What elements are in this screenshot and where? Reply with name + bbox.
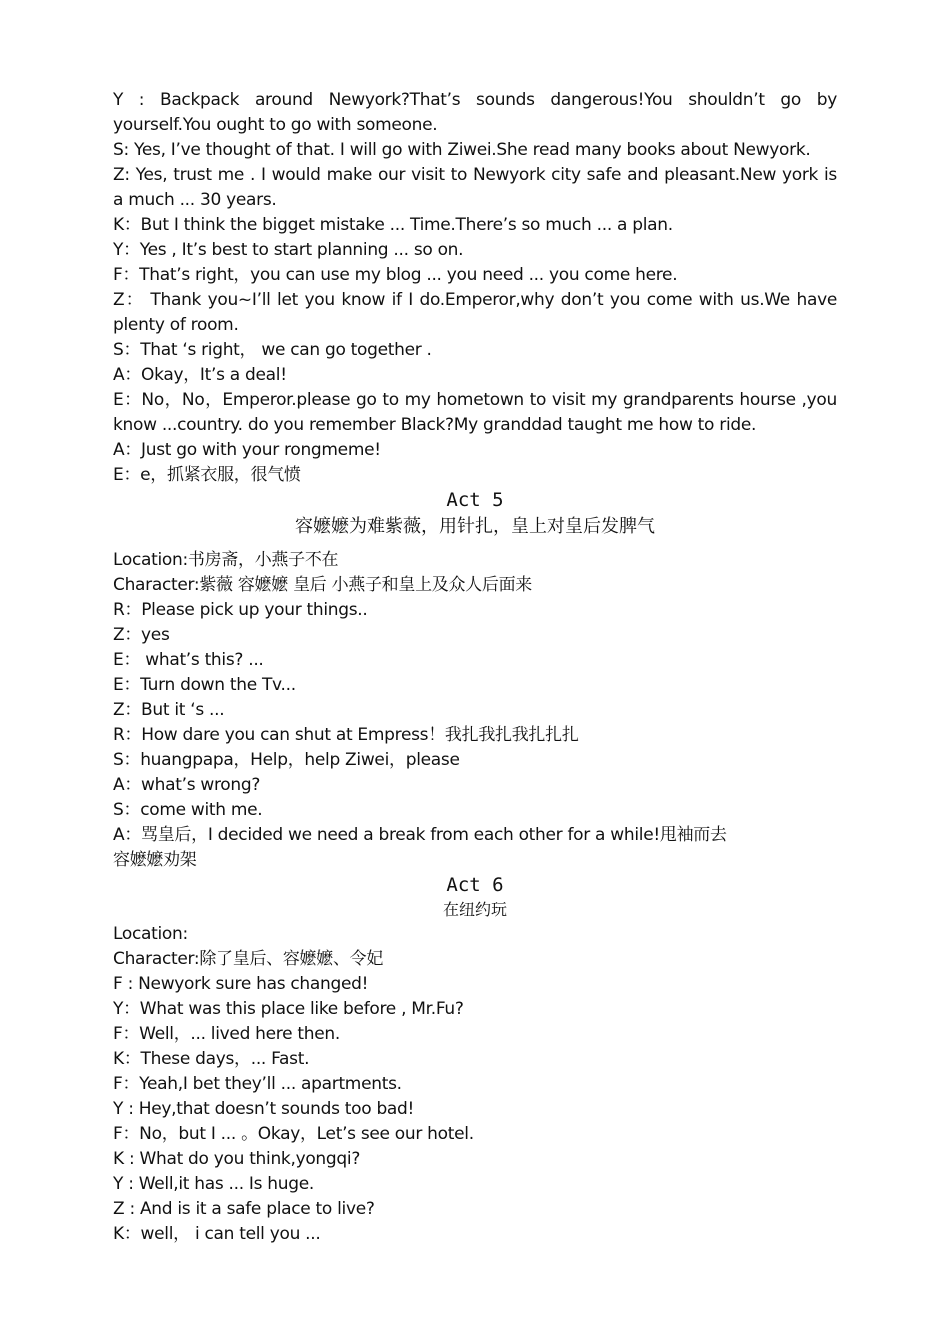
dialogue-line: S：huangpapa，Help，help Ziwei，please: [113, 750, 460, 770]
dialogue-line: F：Well，... lived here then.: [113, 1024, 340, 1044]
dialogue-line: E： what’s this? ...: [113, 650, 264, 670]
act5-section: [113, 488, 837, 873]
dialogue-line: Z：yes: [113, 625, 170, 645]
dialogue-line: K：well， i can tell you ...: [113, 1224, 321, 1244]
dialogue-line: K：But I think the bigget mistake ... Time.There’s so much ... a plan.: [113, 215, 673, 235]
dialogue-line: Z： Thank you~I’ll let you know if I do.Emperor,why don’t you come with us.We have plenty of room.: [113, 290, 837, 335]
dialogue-line: Character:紫薇 容嬷嬷 皇后 小燕子和皇上及众人后面来: [113, 575, 532, 595]
dialogue-line: E：Turn down the Tv...: [113, 675, 296, 695]
dialogue-line: A：Okay，It’s a deal!: [113, 365, 287, 385]
dialogue-line: A：骂皇后，I decided we need a break from each other for a while!甩袖而去: [113, 825, 727, 845]
act5-subtitle: 容嬷嬷为难紫薇，用针扎，皇上对皇后发脾气: [295, 516, 655, 537]
act6-section: [113, 873, 837, 1247]
dialogue-line: F：Yeah,I bet they’ll ... apartments.: [113, 1074, 402, 1094]
act5-title: Act 5: [446, 489, 504, 511]
dialogue-line: F : Newyork sure has changed!: [113, 974, 369, 994]
dialogue-line: Location:书房斋，小燕子不在: [113, 550, 339, 570]
dialogue-line: Y : Hey,that doesn’t sounds too bad!: [113, 1099, 415, 1119]
dialogue-line: Z：But it ‘s ...: [113, 700, 225, 720]
dialogue-line: 容嬷嬷劝架: [113, 850, 197, 870]
dialogue-line: Y : Well,it has ... Is huge.: [113, 1174, 314, 1194]
dialogue-line: A：Just go with your rongmeme!: [113, 440, 381, 460]
act6-title: Act 6: [446, 874, 504, 896]
dialogue-line: Y：Yes , It’s best to start planning ... so on.: [113, 240, 464, 260]
document-page: [113, 88, 837, 1247]
dialogue-line: S：come with me.: [113, 800, 263, 820]
dialogue-line: Y：What was this place like before , Mr.Fu?: [113, 999, 464, 1019]
dialogue-line: Y : Backpack around Newyork?That’s sounds dangerous!You shouldn’t go by yourself.You ought to go with someone.: [113, 90, 837, 135]
dialogue-line: A：what’s wrong?: [113, 775, 261, 795]
dialogue-line: Location:: [113, 924, 188, 944]
dialogue-line: F：No，but I ... 。Okay，Let’s see our hotel.: [113, 1124, 474, 1144]
dialogue-line: Character:除了皇后、容嬷嬷、令妃: [113, 949, 384, 969]
dialogue-line: Z : And is it a safe place to live?: [113, 1199, 375, 1219]
dialogue-line: S：That ‘s right， we can go together .: [113, 340, 432, 360]
dialogue-line: R：Please pick up your things..: [113, 600, 368, 620]
dialogue-line: Z: Yes, trust me . I would make our visit to Newyork city safe and pleasant.New york is a much ... 30 years.: [113, 165, 837, 210]
dialogue-line: R：How dare you can shut at Empress！我扎我扎我扎扎扎: [113, 725, 579, 745]
dialogue-line: K：These days，... Fast.: [113, 1049, 310, 1069]
dialogue-line: K : What do you think,yongqi?: [113, 1149, 361, 1169]
act6-subtitle: 在纽约玩: [442, 900, 507, 919]
dialogue-line: E：e，抓紧衣服，很气愤: [113, 465, 301, 485]
dialogue-line: F：That’s right，you can use my blog ... you need ... you come here.: [113, 265, 678, 285]
dialogue-line: E：No，No，Emperor.please go to my hometown to visit my grandparents hourse ,you know ...country. do you remember Black?My granddad taught me how to ride.: [113, 390, 837, 435]
act4-dialogue: [113, 88, 837, 488]
dialogue-line: S: Yes, I’ve thought of that. I will go with Ziwei.She read many books about Newyork.: [113, 140, 811, 160]
